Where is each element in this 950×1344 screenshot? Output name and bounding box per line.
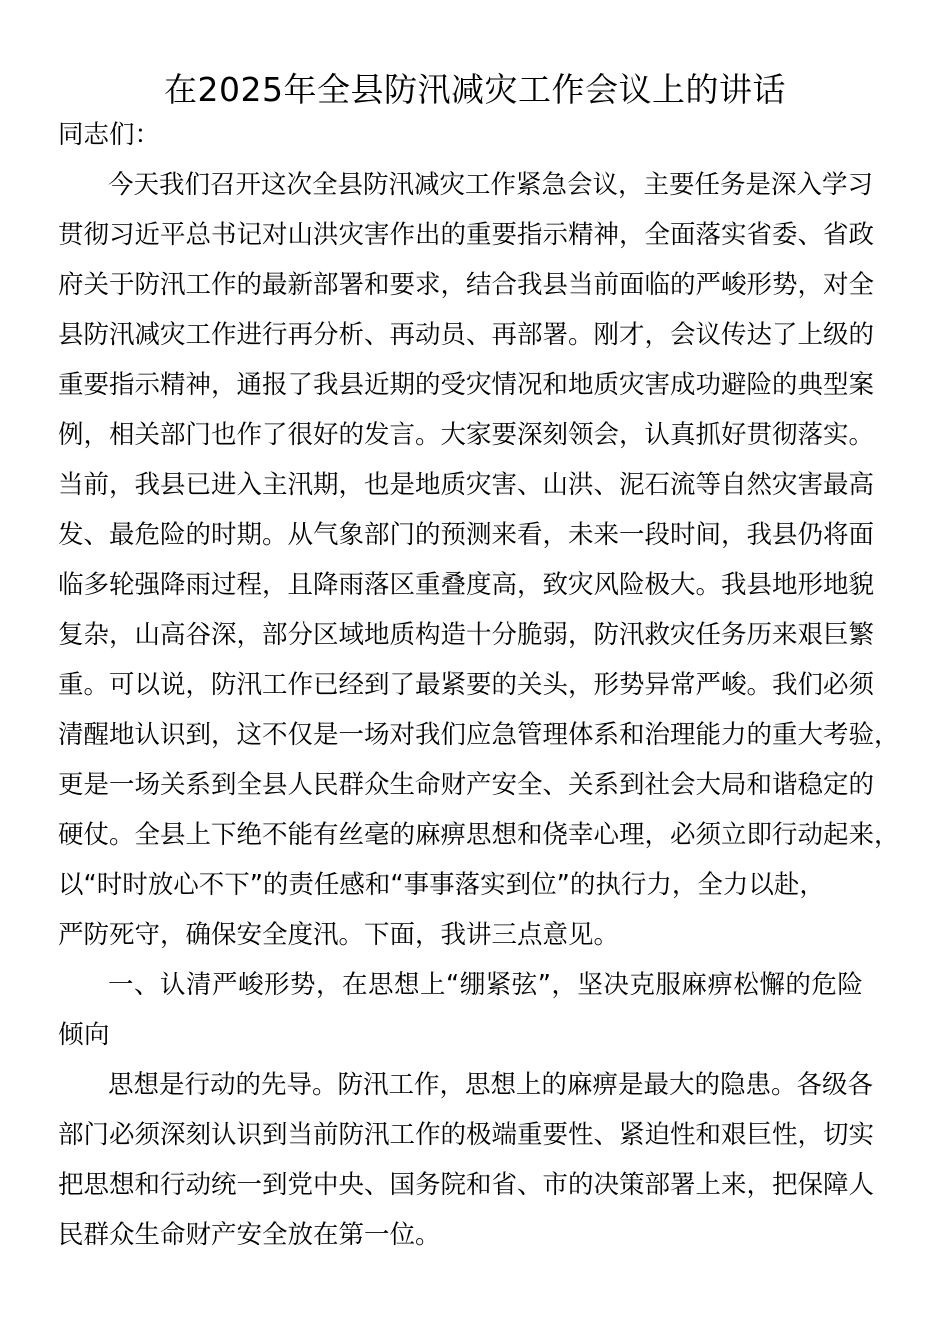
paragraph-2-line: 更是一场关系到全县人民群众生命财产安全、关系到社会大局和谐稳定的 — [58, 770, 875, 800]
document-title: 在2025年全县防汛减灾工作会议上的讲话 — [164, 70, 786, 109]
paragraph-2-line: 硬仗。全县上下绝不能有丝毫的麻痹思想和侥幸心理，必须立即行动起来， — [58, 820, 900, 850]
paragraph-3-line: 部门必须深刻认识到当前防汛工作的极端重要性、紧迫性和艰巨性，切实 — [58, 1120, 875, 1150]
paragraph-2-line: 以“时时放心不下”的责任感和“事事落实到位”的执行力，全力以赴， — [58, 870, 825, 900]
paragraph-2-line: 发、最危险的时期。从气象部门的预测来看，未来一段时间，我县仍将面 — [58, 520, 875, 550]
paragraph-3-line: 民群众生命财产安全放在第一位。 — [58, 1220, 441, 1250]
paragraph-2-line: 当前，我县已进入主汛期，也是地质灾害、山洪、泥石流等自然灾害最高 — [58, 470, 875, 500]
paragraph-3-line: 思想是行动的先导。防汛工作，思想上的麻痹是最大的隐患。各级各 — [108, 1070, 874, 1100]
section-heading-1-cont: 倾向 — [58, 1020, 111, 1050]
paragraph-1-line: 重要指示精神，通报了我县近期的受灾情况和地质灾害成功避险的典型案 — [58, 370, 875, 400]
paragraph-2-line: 清醒地认识到，这不仅是一场对我们应急管理体系和治理能力的重大考验， — [58, 720, 900, 750]
paragraph-2-line: 临多轮强降雨过程，且降雨落区重叠度高，致灾风险极大。我县地形地貌 — [58, 570, 875, 600]
paragraph-1-line: 例，相关部门也作了很好的发言。大家要深刻领会，认真抓好贯彻落实。 — [58, 420, 875, 450]
paragraph-1-line: 今天我们召开这次全县防汛减灾工作紧急会议，主要任务是深入学习 — [108, 170, 874, 200]
paragraph-1-line: 贯彻习近平总书记对山洪灾害作出的重要指示精神，全面落实省委、省政 — [58, 220, 875, 250]
section-heading-1: 一、认清严峻形势，在思想上“绷紧弦”，坚决克服麻痹松懈的危险 — [108, 970, 864, 1000]
paragraph-1-line: 县防汛减灾工作进行再分析、再动员、再部署。刚才，会议传达了上级的 — [58, 320, 875, 350]
salutation: 同志们： — [58, 120, 161, 150]
paragraph-2-line: 复杂，山高谷深，部分区域地质构造十分脆弱，防汛救灾任务历来艰巨繁 — [58, 620, 875, 650]
paragraph-1-line: 府关于防汛工作的最新部署和要求，结合我县当前面临的严峻形势，对全 — [58, 270, 875, 300]
paragraph-3-line: 把思想和行动统一到党中央、国务院和省、市的决策部署上来，把保障人 — [58, 1170, 875, 1200]
paragraph-2-line: 严防死守，确保安全度汛。下面，我讲三点意见。 — [58, 920, 620, 950]
paragraph-2-line: 重。可以说，防汛工作已经到了最紧要的关头，形势异常严峻。我们必须 — [58, 670, 875, 700]
